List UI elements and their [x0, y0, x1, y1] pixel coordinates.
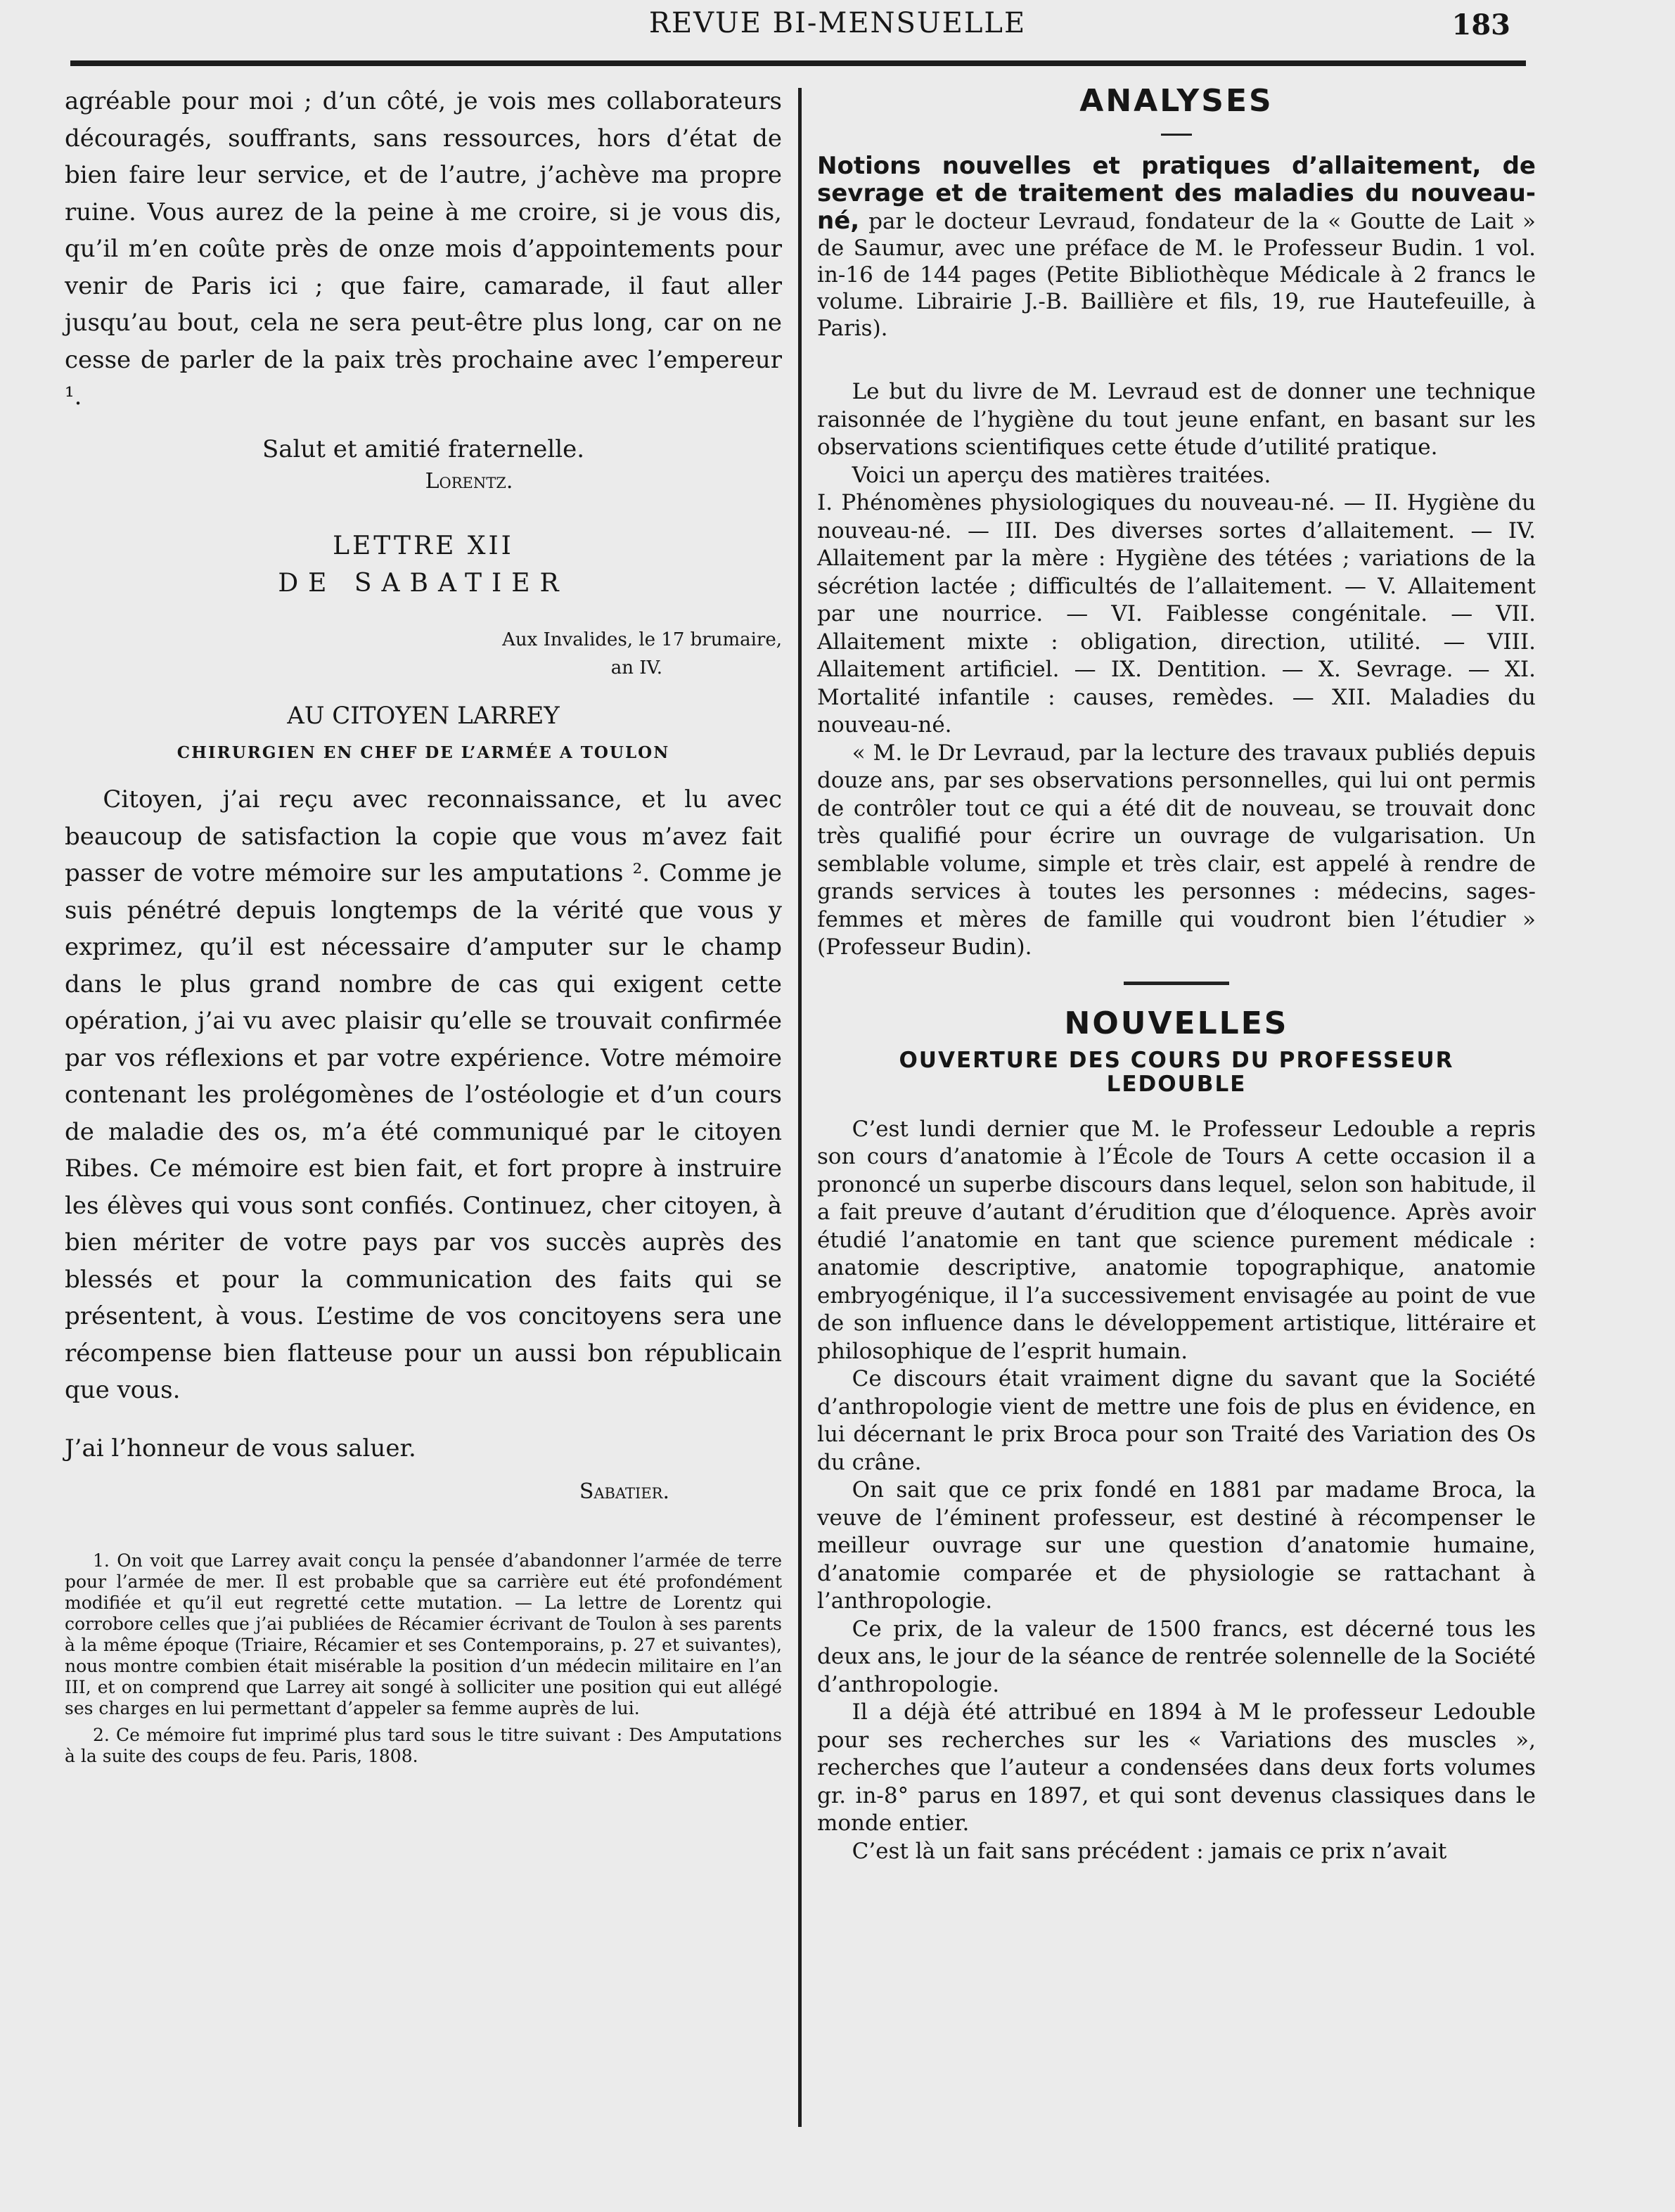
news-paragraph-5: Il a déjà été attribué en 1894 à M le professeur Ledouble pour ses recherches sur les « Variations des muscles », recherches que l’auteur a condensées dans deux forts volumes gr. in-8° parus en 1897, et qui sont devenus classiques dans le monde entier.	[817, 1699, 1536, 1836]
right-column	[817, 83, 1536, 1865]
footnote-1: 1. On voit que Larrey avait conçu la pensée d’abandonner l’armée de terre pour l’armée de mer. Il est probable que sa carrière eut été profondément modifiée et qu’il eut regretté cette mutation. — La lettre de Lorentz qui corrobore celles que j’ai publiées de Récamier écrivant de Toulon à ses parents à la même époque (Triaire, Récamier et ses Contemporains, p. 27 et suivantes), nous montre combien était misérable la position d’un médecin militaire en l’an III, et on comprend que Larrey ait songé à solliciter une position qui eut allégé ses charges en lui permettant d’appeler sa femme auprès de lui.	[65, 1550, 782, 1718]
section-dash	[1161, 134, 1192, 136]
section-ornament	[1124, 982, 1229, 985]
review-paragraph-2: Voici un aperçu des matières traitées.	[852, 462, 1271, 488]
news-paragraph-6: C’est là un fait sans précédent : jamais ce prix n’avait	[852, 1838, 1447, 1864]
letter-author-heading: DE SABATIER	[278, 568, 569, 598]
news-paragraph-1: C’est lundi dernier que M. le Professeur Ledouble a repris son cours d’anatomie à l’École de Tours A cette occasion il a prononcé un superbe discours dans lequel, selon son habitude, il a fait preuve d’autant d’érudition que d’éloquence. Après avoir étudié l’anatomie en tant que science purement médicale : anatomie descriptive, anatomie topographique, anatomie embryogénique, il l’a successivement envisagée au point de vue de son influence dans le développement artistique, littéraire et philosophique de l’esprit humain.	[817, 1116, 1536, 1364]
section-nouvelles: NOUVELLES	[1064, 1005, 1289, 1041]
dateline: Aux Invalides, le 17 brumaire,	[502, 629, 782, 650]
review-paragraph-1: Le but du livre de M. Levraud est de donner une technique raisonnée de l’hygiène du tout jeune enfant, en basant sur les observations scientifiques cette étude d’utilité pratique.	[817, 379, 1536, 460]
letter-body: Citoyen, j’ai reçu avec reconnaissance, et lu avec beaucoup de satisfaction la copie que vous m’avez fait passer de votre mémoire sur les amputations ². Comme je suis pénétré depuis longtemps de la vérité que vous y exprimez, qu’il est nécessaire d’amputer sur le champ dans le plus grand nombre de cas qui exigent cette opération, j’ai vu avec plaisir qu’elle se trouvait confirmée par vos réflexions et par votre expérience. Votre mémoire contenant les prolégomènes de l’ostéologie et d’un cours de maladie des os, m’a été communiqué par le citoyen Ribes. Ce mémoire est bien fait, et fort propre à instruire les élèves qui vous sont confiés. Continuez, cher citoyen, à bien mériter de votre pays par vos succès auprès des blessés et pour la communication des faits qui se présentent, à vous. L’estime de vos concitoyens sera une récompense bien flatteuse pour un aussi bon républicain que vous.	[65, 785, 782, 1404]
salutation: Salut et amitié fraternelle.	[262, 435, 585, 463]
journal-title: REVUE BI-MENSUELLE	[648, 7, 1027, 39]
addressee: AU CITOYEN LARREY	[287, 702, 560, 730]
letter-continuation: agréable pour moi ; d’un côté, je vois mes collaborateurs découragés, souffrants, sans ressources, hors d’état de bien faire leur service, et de l’autre, j’achève ma propre ruine. Vous aurez de la peine à me croire, si je vous dis, qu’il m’en coûte près de onze mois d’appointements pour venir de Paris ici ; que faire, camarade, il faut aller jusqu’au bout, cela ne sera peut-être plus long, car on ne cesse de parler de la paix très prochaine avec l’empereur ¹.	[65, 87, 782, 411]
letter-heading: LETTRE XII	[333, 532, 514, 560]
news-paragraph-4: Ce prix, de la valeur de 1500 francs, est décerné tous les deux ans, le jour de la séance de rentrée solennelle de la Société d’anthropologie.	[817, 1616, 1536, 1697]
section-analyses: ANALYSES	[1079, 83, 1273, 119]
dateline-year: an IV.	[610, 657, 662, 679]
review-quote: « M. le Dr Levraud, par la lecture des travaux publiés depuis douze ans, par ses observations personnelles, qui lui ont permis de contrôler tout ce qui a été dit de nouveau, se trouvait donc très qualifié pour écrire un ouvrage de vulgarisation. Un semblable volume, simple et très clair, est appelé à rendre de grands services à toutes les personnes : médecins, sages-femmes et mères de famille qui voudront bien l’étudier » (Professeur Budin).	[817, 740, 1536, 960]
news-heading: OUVERTURE DES COURS DU PROFESSEUR LEDOUBLE	[899, 1047, 1454, 1097]
addressee-title: CHIRURGIEN EN CHEF DE L’ARMÉE A TOULON	[177, 742, 670, 762]
column-divider	[798, 88, 802, 2127]
book-title: Notions nouvelles et pratiques d’allaitement, de sevrage et de traitement des maladies du nouveau-né,	[817, 152, 1536, 235]
running-header	[0, 0, 1675, 63]
book-review-title	[817, 153, 1536, 342]
header-rule	[70, 60, 1526, 66]
news-paragraph-2: Ce discours était vraiment digne du savant que la Société d’anthropologie vient de mettre une fois de plus en évidence, en lui décernant le prix Broca pour son Traité des Variation des Os du crâne.	[817, 1366, 1536, 1475]
book-details: par le docteur Levraud, fondateur de la « Goutte de Lait » de Saumur, avec une préface de M. le Professeur Budin. 1 vol. in-16 de 144 pages (Petite Bibliothèque Médicale à 2 francs le volume. Librairie J.-B. Baillière et fils, 19, rue Hautefeuille, à Paris).	[817, 209, 1536, 341]
signature-sabatier: Sabatier.	[579, 1479, 669, 1504]
closing: J’ai l’honneur de vous saluer.	[65, 1434, 416, 1462]
review-contents-list: I. Phénomènes physiologiques du nouveau-né. — II. Hygiène du nouveau-né. — III. Des diverses sortes d’allaitement. — IV. Allaitement par la mère : Hygiène des tétées ; variations de la sécrétion lactée ; difficultés de l’allaitement. — V. Allaitement par une nourrice. — VI. Faiblesse congénitale. — VII. Allaitement mixte : obligation, direction, utilité. — VIII. Allaitement artificiel. — IX. Dentition. — X. Sevrage. — XI. Mortalité infantile : causes, remèdes. — XII. Maladies du nouveau-né.	[817, 490, 1536, 738]
page-number: 183	[1451, 8, 1510, 41]
footnote-2: 2. Ce mémoire fut imprimé plus tard sous le titre suivant : Des Amputations à la suite des coups de feu. Paris, 1808.	[65, 1724, 782, 1766]
left-column	[65, 83, 782, 1767]
signature-lorentz: Lorentz.	[425, 469, 513, 494]
news-paragraph-3: On sait que ce prix fondé en 1881 par madame Broca, la veuve de l’éminent professeur, est destiné à récompenser le meilleur ouvrage sur une question d’anatomie humaine, d’anatomie comparée et de physiologie se rattachant à l’anthropologie.	[817, 1477, 1536, 1614]
